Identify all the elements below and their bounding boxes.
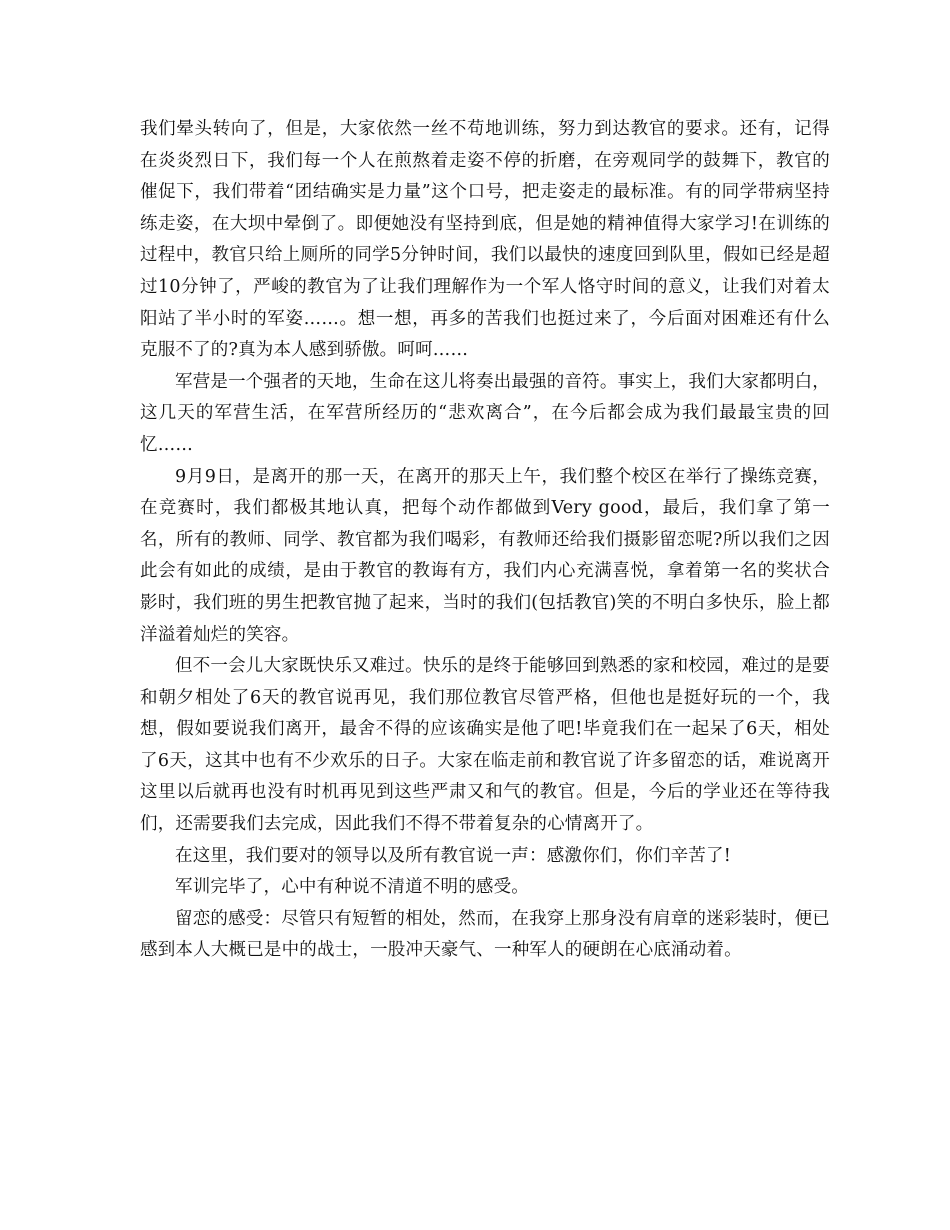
paragraph-2: 军营是一个强者的天地，生命在这儿将奏出最强的音符。事实上，我们大家都明白，这几天的军营生活，在军营所经历的“悲欢离合”，在今后都会成为我们最最宝贵的回忆…… [140, 371, 830, 455]
paragraph-6: 军训完毕了，心中有种说不清道不明的感受。 [175, 877, 529, 898]
paragraph-7: 留恋的感受：尽管只有短暂的相处，然而，在我穿上那身没有肩章的迷彩装时，便已感到本人大概已是中的战士，一股冲天豪气、一种军人的硬朗在心底涌动着。 [140, 908, 830, 961]
document-body [140, 114, 830, 967]
paragraph-5: 在这里，我们要对的领导以及所有教官说一声：感激你们，你们辛苦了! [175, 845, 731, 866]
paragraph-1: 我们晕头转向了，但是，大家依然一丝不苟地训练，努力到达教官的要求。还有，记得在炎炎烈日下，我们每一个人在煎熬着走姿不停的折磨，在旁观同学的鼓舞下，教官的催促下，我们带着“团结确实是力量”这个口号，把走姿走的最标准。有的同学带病坚持练走姿，在大坝中晕倒了。即便她没有坚持到底，但是她的精神值得大家学习!在训练的过程中，教官只给上厕所的同学5分钟时间，我们以最快的速度回到队里，假如已经是超过10分钟了，严峻的教官为了让我们理解作为一个军人恪守时间的意义，让我们对着太阳站了半小时的军姿……。想一想，再多的苦我们也挺过来了，今后面对困难还有什么克服不了的?真为本人感到骄傲。呵呵…… [140, 119, 830, 361]
paragraph-4: 但不一会儿大家既快乐又难过。快乐的是终于能够回到熟悉的家和校园，难过的是要和朝夕相处了6天的教官说再见，我们那位教官尽管严格，但他也是挺好玩的一个，我想，假如要说我们离开，最舍不得的应该确实是他了吧!毕竟我们在一起呆了6天，相处了6天，这其中也有不少欢乐的日子。大家在临走前和教官说了许多留恋的话，难说离开这里以后就再也没有时机再见到这些严肃又和气的教官。但是，今后的学业还在等待我们，还需要我们去完成，因此我们不得不带着复杂的心情离开了。 [140, 656, 830, 835]
paragraph-3: 9月9日，是离开的那一天，在离开的那天上午，我们整个校区在举行了操练竞赛，在竞赛时，我们都极其地认真，把每个动作都做到Very good，最后，我们拿了第一名，所有的教师、同学、教官都为我们喝彩，有教师还给我们摄影留恋呢?所以我们之因此会有如此的成绩，是由于教官的教诲有方，我们内心充满喜悦，拿着第一名的奖状合影时，我们班的男生把教官抛了起来，当时的我们(包括教官)笑的不明白多快乐，脸上都洋溢着灿烂的笑容。 [140, 466, 830, 645]
